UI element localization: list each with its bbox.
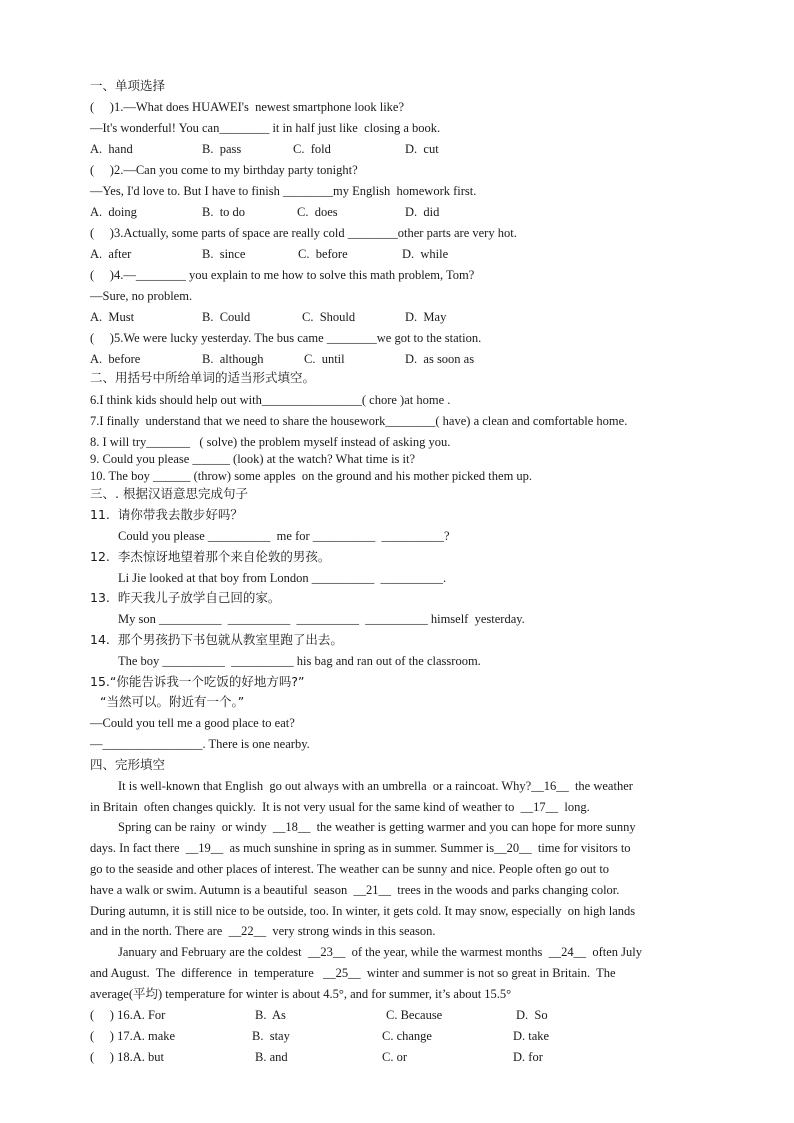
q2-option-a: A. doing [90,205,137,219]
q5-stem: ( )5.We were lucky yesterday. The bus came ________we got to the station. [90,331,482,345]
q4-option-c: C. Should [302,310,356,324]
fill-item-7: 7.I finally understand that we need to share the housework________( have) a clean and comfortable home. [90,414,628,428]
q4-stem: ( )4.—________ you explain to me how to solve this math problem, Tom? [90,268,475,282]
choice-16-c: C. Because [386,1008,443,1022]
q3-stem: ( )3.Actually, some parts of space are really cold ________other parts are very hot. [90,226,517,240]
translate-item-11-en: Could you please __________ me for __________ __________? [118,529,450,543]
q2-option-d: D. did [405,205,440,219]
translate-item-15-cn2: “当然可以。附近有一个。” [100,694,245,709]
choice-17-c: C. change [382,1029,432,1043]
passage-line-1: It is well-known that English go out always with an umbrella or a raincoat. Why?__16__ the weather [118,779,633,793]
choice-18-d: D. for [513,1050,543,1064]
q5-option-a: A. before [90,352,141,366]
fill-item-6: 6.I think kids should help out with________________( chore )at home . [90,393,451,407]
translate-item-14-en: The boy __________ __________ his bag and ran out of the classroom. [118,654,481,668]
translate-item-12-en: Li Jie looked at that boy from London __________ __________. [118,571,447,585]
translate-item-11-cn: 11. 请你带我去散步好吗？ [90,507,243,522]
q2-line2: —Yes, I'd love to. But I have to finish ________my English homework first. [90,184,477,198]
choice-16-d: D. So [516,1008,548,1022]
fill-item-8: 8. I will try_______ ( solve) the problem myself instead of asking you. [90,435,451,449]
q5-option-b: B. although [202,352,264,366]
q1-stem: ( )1.—What does HUAWEI's newest smartphone look like? [90,100,405,114]
q4-option-d: D. May [405,310,447,324]
passage-line-11: average(平均) temperature for winter is about 4.5°, and for summer, it’s about 15.5° [90,987,512,1001]
q3-option-d: D. while [402,247,449,261]
q4-line2: —Sure, no problem. [90,289,193,303]
choice-18-b: B. and [255,1050,288,1064]
q1-line2: —It's wonderful! You can________ it in half just like closing a book. [90,121,441,135]
q1-option-d: D. cut [405,142,439,156]
translate-item-15-en2: —________________. There is one nearby. [90,737,310,751]
passage-line-8: and in the north. There are __22__ very strong winds in this season. [90,924,436,938]
fill-item-10: 10. The boy ______ (throw) some apples on the ground and his mother picked them up. [90,469,533,483]
q1-option-a: A. hand [90,142,133,156]
passage-line-5: go to the seaside and other places of interest. The weather can be sunny and nice. People often go out to [90,862,610,876]
translate-item-14-cn: 14. 那个男孩扔下书包就从教室里跑了出去。 [90,632,343,647]
translate-item-15-cn1: 15.“你能告诉我一个吃饭的好地方吗?” [90,674,305,689]
passage-line-10: and August. The difference in temperature __25__ winter and summer is not so great in Britain. The [90,966,616,980]
q2-option-b: B. to do [202,205,246,219]
q4-option-a: A. Must [90,310,135,324]
translate-item-13-en: My son __________ __________ __________ __________ himself yesterday. [118,612,525,626]
q3-option-b: B. since [202,247,246,261]
choice-18-c: C. or [382,1050,407,1064]
section4-heading: 四、完形填空 [90,757,166,772]
passage-line-7: During autumn, it is still nice to be outside, too. In winter, it gets cold. It may snow, especially on high lands [90,904,636,918]
translate-item-13-cn: 13. 昨天我儿子放学自己回的家。 [90,590,281,605]
q2-stem: ( )2.—Can you come to my birthday party tonight? [90,163,358,177]
q1-option-c: C. fold [293,142,331,156]
q5-option-c: C. until [304,352,345,366]
translate-item-15-en1: —Could you tell me a good place to eat? [90,716,295,730]
passage-line-9: January and February are the coldest __23__ of the year, while the warmest months __24__ often July [118,945,643,959]
choice-18-a: ( ) 18.A. but [90,1050,164,1064]
q3-option-a: A. after [90,247,132,261]
q4-option-b: B. Could [202,310,251,324]
passage-line-2: in Britain often changes quickly. It is not very usual for the same kind of weather to __17__ long. [90,800,590,814]
passage-line-3: Spring can be rainy or windy __18__ the weather is getting warmer and you can hope for more sunny [118,820,636,834]
q1-option-b: B. pass [202,142,242,156]
section1-heading: 一、单项选择 [90,78,166,93]
choice-16-a: ( ) 16.A. For [90,1008,166,1022]
choice-17-d: D. take [513,1029,550,1043]
fill-item-9: 9. Could you please ______ (look) at the watch? What time is it? [90,452,416,466]
q5-option-d: D. as soon as [405,352,475,366]
translate-item-12-cn: 12. 李杰惊讶地望着那个来自伦敦的男孩。 [90,549,331,564]
q3-option-c: C. before [298,247,348,261]
passage-line-4: days. In fact there __19__ as much sunshine in spring as in summer. Summer is__20__ time for visitors to [90,841,631,855]
choice-17-b: B. stay [252,1029,290,1043]
choice-16-b: B. As [255,1008,286,1022]
q2-option-c: C. does [297,205,338,219]
choice-17-a: ( ) 17.A. make [90,1029,176,1043]
section2-heading: 二、用括号中所给单词的适当形式填空。 [90,370,316,385]
passage-line-6: have a walk or swim. Autumn is a beautiful season __21__ trees in the woods and parks changing color. [90,883,620,897]
section3-heading: 三、. 根据汉语意思完成句子 [90,486,248,501]
